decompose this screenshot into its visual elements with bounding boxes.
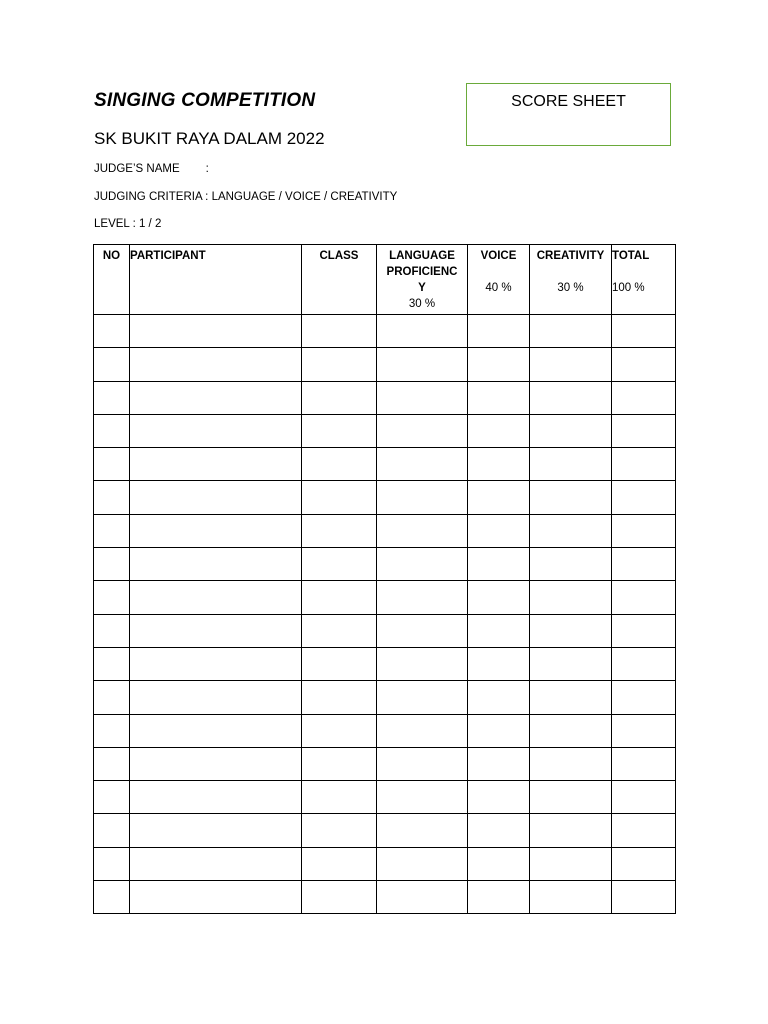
table-row	[94, 781, 676, 814]
total-cell[interactable]	[612, 881, 676, 914]
no-cell[interactable]	[94, 514, 130, 547]
column-language-label-line1: LANGUAGE	[389, 250, 455, 262]
voice-cell[interactable]	[468, 348, 530, 381]
no-cell[interactable]	[94, 548, 130, 581]
no-cell[interactable]	[94, 348, 130, 381]
participant-cell[interactable]	[130, 747, 302, 780]
voice-cell[interactable]	[468, 714, 530, 747]
total-cell[interactable]	[612, 381, 676, 414]
table-row	[94, 315, 676, 348]
no-cell[interactable]	[94, 581, 130, 614]
creativity-cell[interactable]	[530, 714, 612, 747]
total-cell[interactable]	[612, 414, 676, 447]
class-cell[interactable]	[302, 414, 377, 447]
no-cell[interactable]	[94, 881, 130, 914]
voice-cell[interactable]	[468, 315, 530, 348]
class-cell[interactable]	[302, 847, 377, 880]
participant-cell[interactable]	[130, 714, 302, 747]
class-cell[interactable]	[302, 581, 377, 614]
column-class-label: CLASS	[319, 250, 359, 262]
language-cell[interactable]	[377, 315, 468, 348]
column-creativity-weight: 30 %	[557, 282, 584, 294]
table-row	[94, 614, 676, 647]
participant-cell[interactable]	[130, 348, 302, 381]
table-row	[94, 714, 676, 747]
table-row	[94, 881, 676, 914]
language-cell[interactable]	[377, 647, 468, 680]
total-cell[interactable]	[612, 514, 676, 547]
language-cell[interactable]	[377, 681, 468, 714]
column-header-language	[377, 245, 468, 315]
language-cell[interactable]	[377, 348, 468, 381]
class-cell[interactable]	[302, 614, 377, 647]
table-row	[94, 448, 676, 481]
total-cell[interactable]	[612, 481, 676, 514]
total-cell[interactable]	[612, 747, 676, 780]
language-cell[interactable]	[377, 847, 468, 880]
voice-cell[interactable]	[468, 781, 530, 814]
no-cell[interactable]	[94, 647, 130, 680]
table-row	[94, 647, 676, 680]
no-cell[interactable]	[94, 614, 130, 647]
voice-cell[interactable]	[468, 647, 530, 680]
table-row	[94, 481, 676, 514]
class-cell[interactable]	[302, 681, 377, 714]
voice-cell[interactable]	[468, 814, 530, 847]
column-voice-label: VOICE	[480, 250, 517, 262]
language-cell[interactable]	[377, 781, 468, 814]
competition-title: SINGING COMPETITION	[94, 90, 316, 111]
voice-cell[interactable]	[468, 614, 530, 647]
column-language-label-line3: Y	[418, 282, 426, 294]
table-row	[94, 814, 676, 847]
no-cell[interactable]	[94, 414, 130, 447]
language-cell[interactable]	[377, 814, 468, 847]
no-cell[interactable]	[94, 714, 130, 747]
language-cell[interactable]	[377, 448, 468, 481]
column-total-weight: 100 %	[612, 282, 645, 294]
total-cell[interactable]	[612, 581, 676, 614]
judging-criteria: JUDGING CRITERIA : LANGUAGE / VOICE / CREATIVITY	[94, 191, 398, 203]
creativity-cell[interactable]	[530, 847, 612, 880]
participant-cell[interactable]	[130, 647, 302, 680]
class-cell[interactable]	[302, 881, 377, 914]
no-cell[interactable]	[94, 681, 130, 714]
total-cell[interactable]	[612, 315, 676, 348]
creativity-cell[interactable]	[530, 348, 612, 381]
score-table	[93, 244, 676, 914]
total-cell[interactable]	[612, 847, 676, 880]
voice-cell[interactable]	[468, 448, 530, 481]
no-cell[interactable]	[94, 814, 130, 847]
column-participant-label: PARTICIPANT	[130, 250, 206, 262]
participant-cell[interactable]	[130, 548, 302, 581]
participant-cell[interactable]	[130, 514, 302, 547]
creativity-cell[interactable]	[530, 315, 612, 348]
creativity-cell[interactable]	[530, 614, 612, 647]
creativity-cell[interactable]	[530, 414, 612, 447]
table-row	[94, 414, 676, 447]
no-cell[interactable]	[94, 381, 130, 414]
class-cell[interactable]	[302, 814, 377, 847]
voice-cell[interactable]	[468, 481, 530, 514]
voice-cell[interactable]	[468, 581, 530, 614]
creativity-cell[interactable]	[530, 681, 612, 714]
score-sheet-box	[466, 83, 671, 146]
class-cell[interactable]	[302, 514, 377, 547]
class-cell[interactable]	[302, 315, 377, 348]
table-row	[94, 847, 676, 880]
language-cell[interactable]	[377, 548, 468, 581]
total-cell[interactable]	[612, 348, 676, 381]
creativity-cell[interactable]	[530, 647, 612, 680]
table-row	[94, 514, 676, 547]
voice-cell[interactable]	[468, 548, 530, 581]
language-cell[interactable]	[377, 481, 468, 514]
no-cell[interactable]	[94, 781, 130, 814]
column-total-label: TOTAL	[612, 250, 650, 262]
voice-cell[interactable]	[468, 681, 530, 714]
judge-name-label: JUDGE’S NAME	[94, 163, 180, 175]
language-cell[interactable]	[377, 381, 468, 414]
class-cell[interactable]	[302, 381, 377, 414]
creativity-cell[interactable]	[530, 747, 612, 780]
table-row	[94, 581, 676, 614]
no-cell[interactable]	[94, 747, 130, 780]
voice-cell[interactable]	[468, 381, 530, 414]
class-cell[interactable]	[302, 747, 377, 780]
participant-cell[interactable]	[130, 581, 302, 614]
creativity-cell[interactable]	[530, 448, 612, 481]
language-cell[interactable]	[377, 514, 468, 547]
column-language-weight: 30 %	[408, 298, 436, 310]
column-header-creativity	[530, 245, 612, 315]
participant-cell[interactable]	[130, 814, 302, 847]
language-cell[interactable]	[377, 714, 468, 747]
no-cell[interactable]	[94, 481, 130, 514]
class-cell[interactable]	[302, 781, 377, 814]
no-cell[interactable]	[94, 847, 130, 880]
voice-cell[interactable]	[468, 881, 530, 914]
participant-cell[interactable]	[130, 614, 302, 647]
creativity-cell[interactable]	[530, 481, 612, 514]
participant-cell[interactable]	[130, 881, 302, 914]
creativity-cell[interactable]	[530, 381, 612, 414]
participant-cell[interactable]	[130, 381, 302, 414]
level-line: LEVEL : 1 / 2	[94, 218, 162, 230]
participant-cell[interactable]	[130, 315, 302, 348]
column-language-label-line2: PROFICIENC	[386, 266, 458, 278]
column-creativity-label: CREATIVITY	[536, 250, 605, 262]
voice-cell[interactable]	[468, 747, 530, 780]
voice-cell[interactable]	[468, 414, 530, 447]
total-cell[interactable]	[612, 814, 676, 847]
column-header-total	[612, 245, 676, 315]
no-cell[interactable]	[94, 448, 130, 481]
total-cell[interactable]	[612, 647, 676, 680]
voice-cell[interactable]	[468, 847, 530, 880]
language-cell[interactable]	[377, 881, 468, 914]
class-cell[interactable]	[302, 548, 377, 581]
table-header-row	[94, 245, 676, 315]
language-cell[interactable]	[377, 581, 468, 614]
participant-cell[interactable]	[130, 681, 302, 714]
participant-cell[interactable]	[130, 781, 302, 814]
creativity-cell[interactable]	[530, 514, 612, 547]
class-cell[interactable]	[302, 714, 377, 747]
class-cell[interactable]	[302, 481, 377, 514]
score-table-body	[94, 315, 676, 914]
total-cell[interactable]	[612, 714, 676, 747]
column-header-no	[94, 245, 130, 315]
table-row	[94, 747, 676, 780]
total-cell[interactable]	[612, 781, 676, 814]
language-cell[interactable]	[377, 747, 468, 780]
column-header-participant	[130, 245, 302, 315]
voice-cell[interactable]	[468, 514, 530, 547]
column-header-class	[302, 245, 377, 315]
school-name: SK BUKIT RAYA DALAM 2022	[94, 129, 325, 148]
table-row	[94, 548, 676, 581]
creativity-cell[interactable]	[530, 781, 612, 814]
judge-name-line	[94, 163, 209, 175]
participant-cell[interactable]	[130, 847, 302, 880]
creativity-cell[interactable]	[530, 548, 612, 581]
table-row	[94, 381, 676, 414]
table-row	[94, 681, 676, 714]
creativity-cell[interactable]	[530, 814, 612, 847]
class-cell[interactable]	[302, 647, 377, 680]
class-cell[interactable]	[302, 448, 377, 481]
column-header-voice	[468, 245, 530, 315]
creativity-cell[interactable]	[530, 881, 612, 914]
class-cell[interactable]	[302, 348, 377, 381]
no-cell[interactable]	[94, 315, 130, 348]
participant-cell[interactable]	[130, 448, 302, 481]
total-cell[interactable]	[612, 681, 676, 714]
language-cell[interactable]	[377, 414, 468, 447]
language-cell[interactable]	[377, 614, 468, 647]
total-cell[interactable]	[612, 448, 676, 481]
column-no-label: NO	[102, 250, 121, 262]
judge-name-colon: :	[205, 163, 209, 175]
participant-cell[interactable]	[130, 481, 302, 514]
participant-cell[interactable]	[130, 414, 302, 447]
table-row	[94, 348, 676, 381]
total-cell[interactable]	[612, 614, 676, 647]
total-cell[interactable]	[612, 548, 676, 581]
creativity-cell[interactable]	[530, 581, 612, 614]
score-sheet-label: SCORE SHEET	[511, 93, 626, 110]
column-voice-weight: 40 %	[485, 282, 512, 294]
